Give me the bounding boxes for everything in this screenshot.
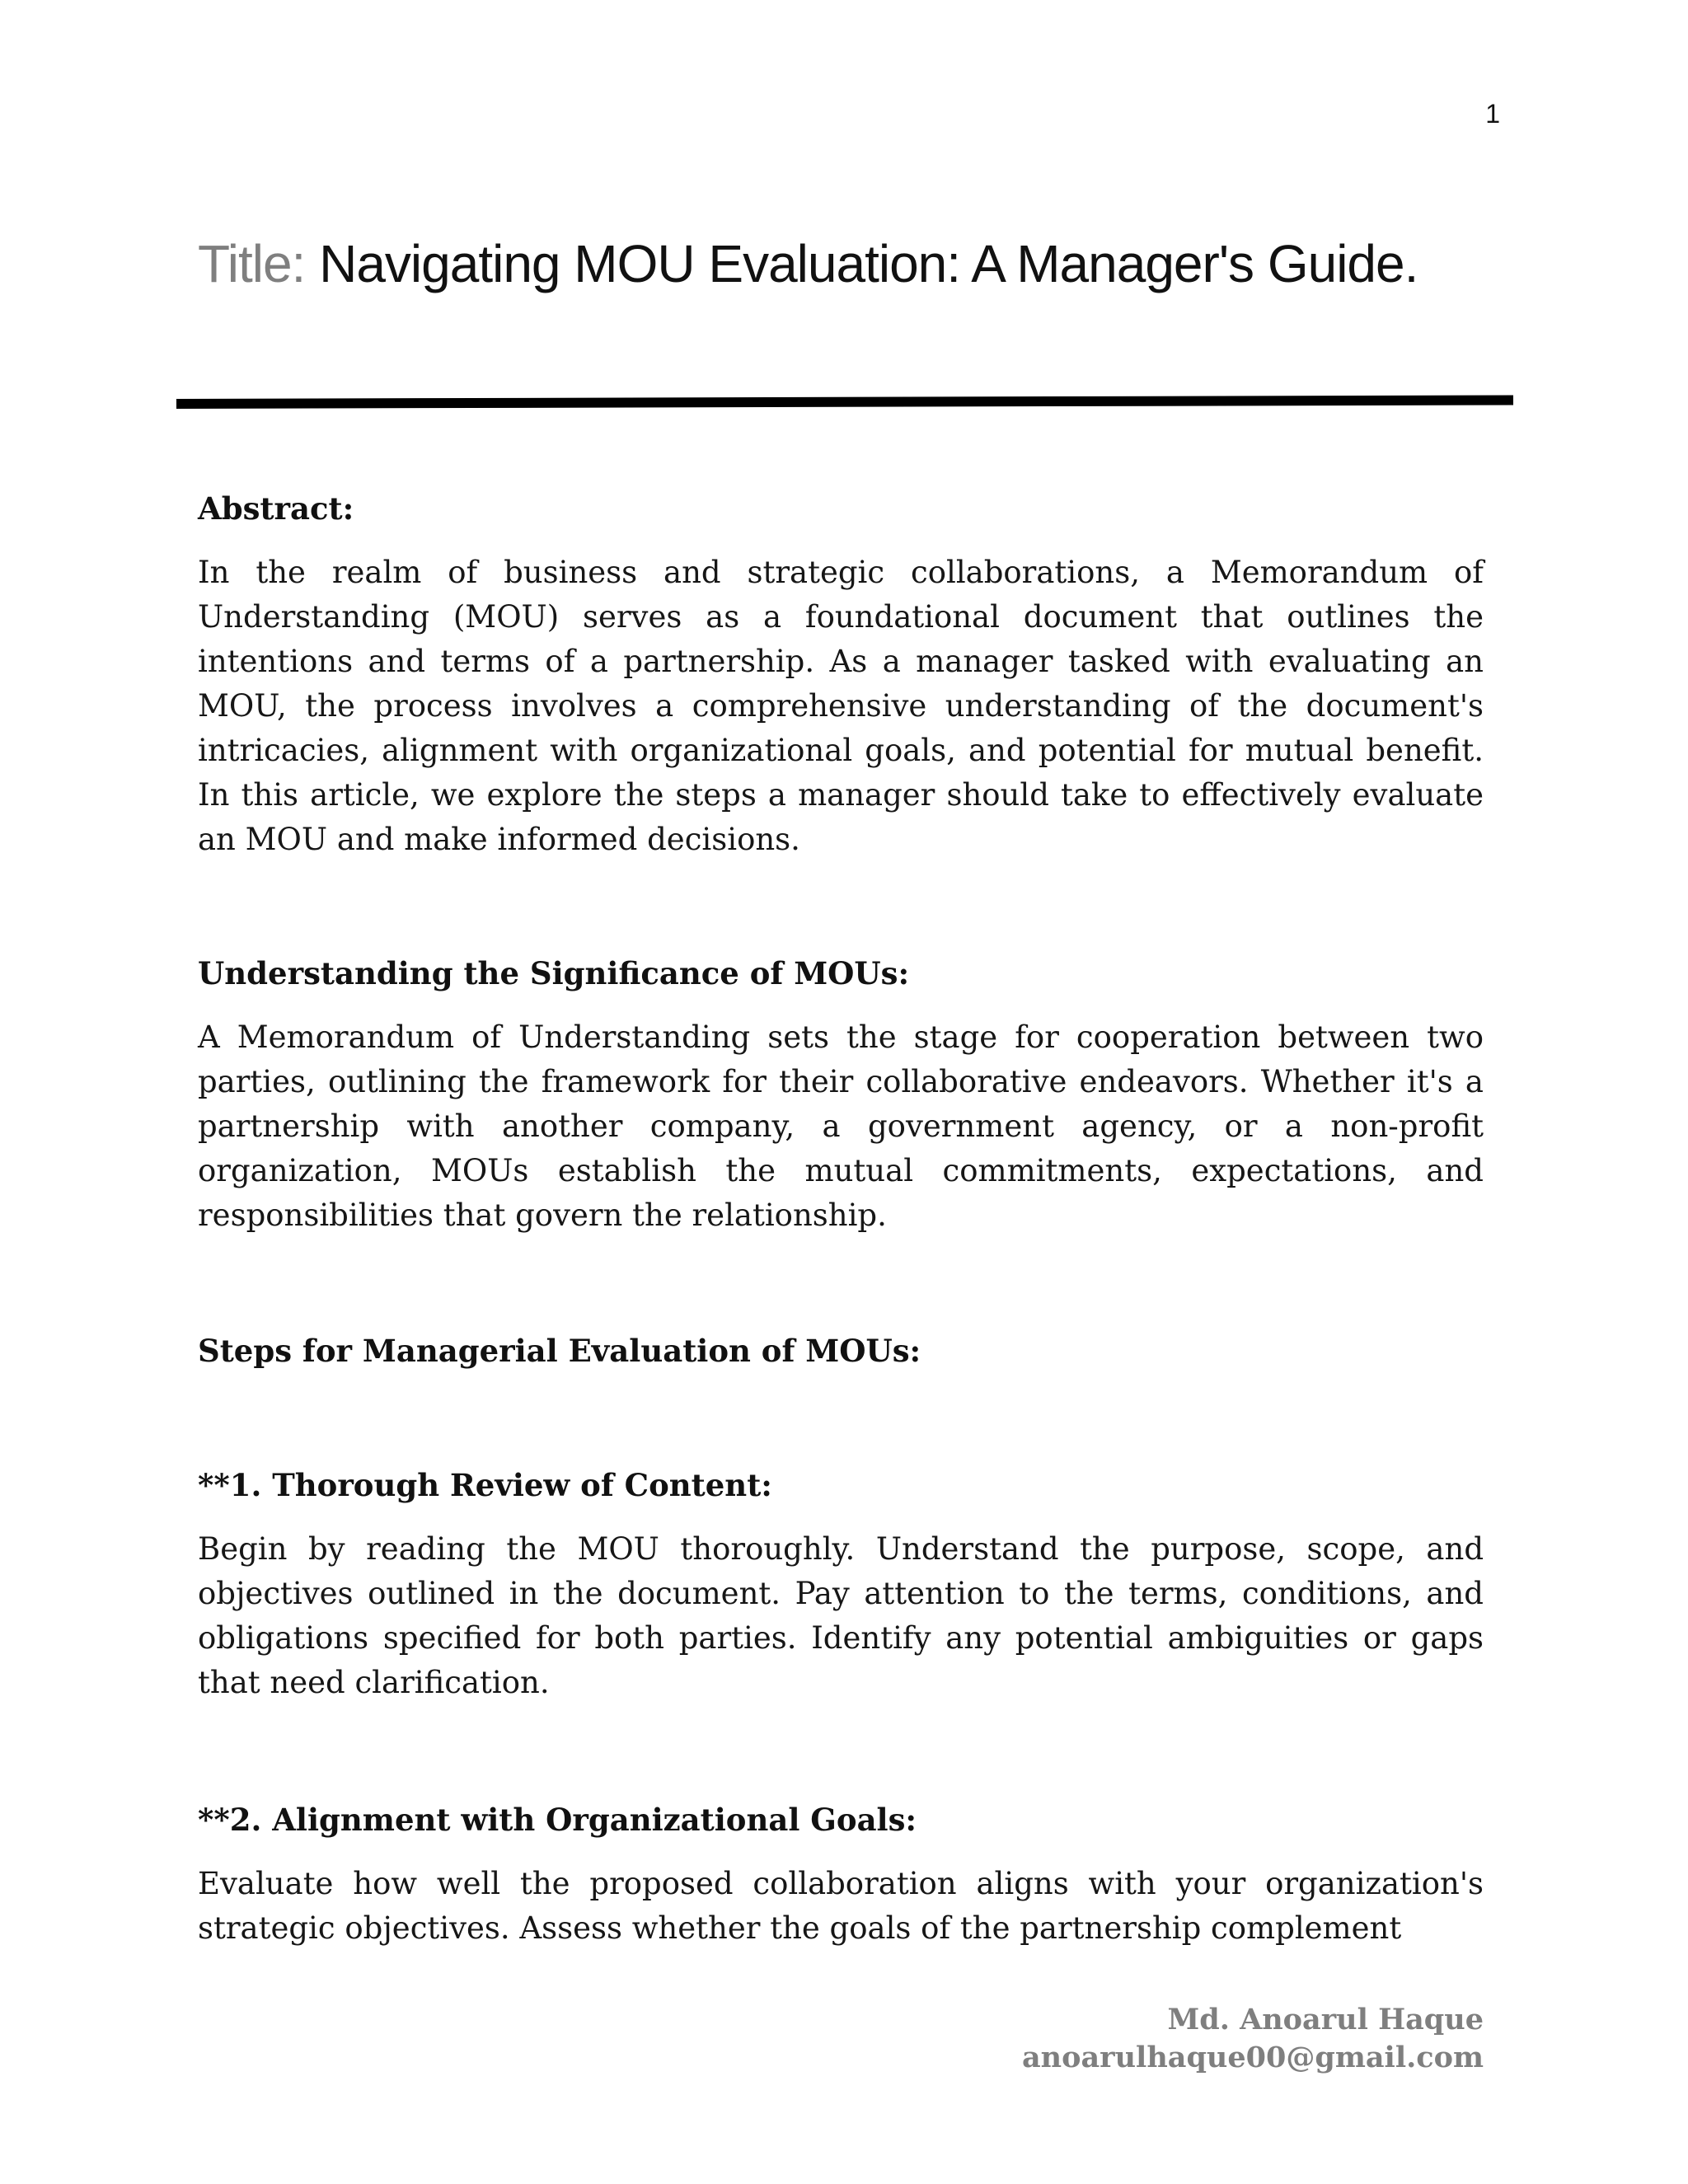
step1-section — [198, 1463, 1484, 1705]
title-prefix: Title: — [198, 234, 306, 293]
significance-heading: Understanding the Significance of MOUs: — [198, 955, 910, 991]
step2-heading: **2. Alignment with Organizational Goals: — [198, 1802, 917, 1838]
page-title — [198, 229, 1517, 298]
abstract-section — [198, 486, 1484, 862]
step1-heading: **1. Thorough Review of Content: — [198, 1467, 772, 1503]
step2-body: Evaluate how well the proposed collaboration aligns with your organization's strategic objectives. Assess whether the goals of the partnership complement — [198, 1866, 1484, 1946]
page-footer — [907, 2001, 1484, 2077]
footer-author: Md. Anoarul Haque — [1167, 2003, 1484, 2036]
title-text: Navigating MOU Evaluation: A Manager's Guide. — [319, 234, 1418, 293]
significance-section — [198, 951, 1484, 1238]
abstract-heading: Abstract: — [198, 490, 354, 527]
title-divider — [176, 395, 1513, 409]
steps-heading: Steps for Managerial Evaluation of MOUs: — [198, 1333, 921, 1369]
step2-section — [198, 1797, 1484, 1951]
abstract-body: In the realm of business and strategic collaborations, a Memorandum of Understanding (MOU) serves as a foundational document that outlines the intentions and terms of a partnership. As a manager tasked with evaluating an MOU, the process involves a comprehensive understanding of the document's intricacies, alignment with organizational goals, and potential for mutual benefit. In this article, we explore the steps a manager should take to effectively evaluate an MOU and make informed decisions. — [198, 555, 1484, 857]
significance-body: A Memorandum of Understanding sets the stage for cooperation between two parties, outlining the framework for their collaborative endeavors. Whether it's a partnership with another company, a government agency, or a non-profit organization, MOUs establish the mutual commitments, expectations, and responsibilities that govern the relationship. — [198, 1019, 1484, 1233]
step1-body: Begin by reading the MOU thoroughly. Understand the purpose, scope, and objectives outlined in the document. Pay attention to the terms, conditions, and obligations specified for both parties. Identify any potential ambiguities or gaps that need clarification. — [198, 1531, 1484, 1700]
page-number: 1 — [1485, 99, 1500, 129]
footer-email: anoarulhaque00@gmail.com — [1022, 2041, 1484, 2074]
steps-section — [198, 1329, 1484, 1373]
